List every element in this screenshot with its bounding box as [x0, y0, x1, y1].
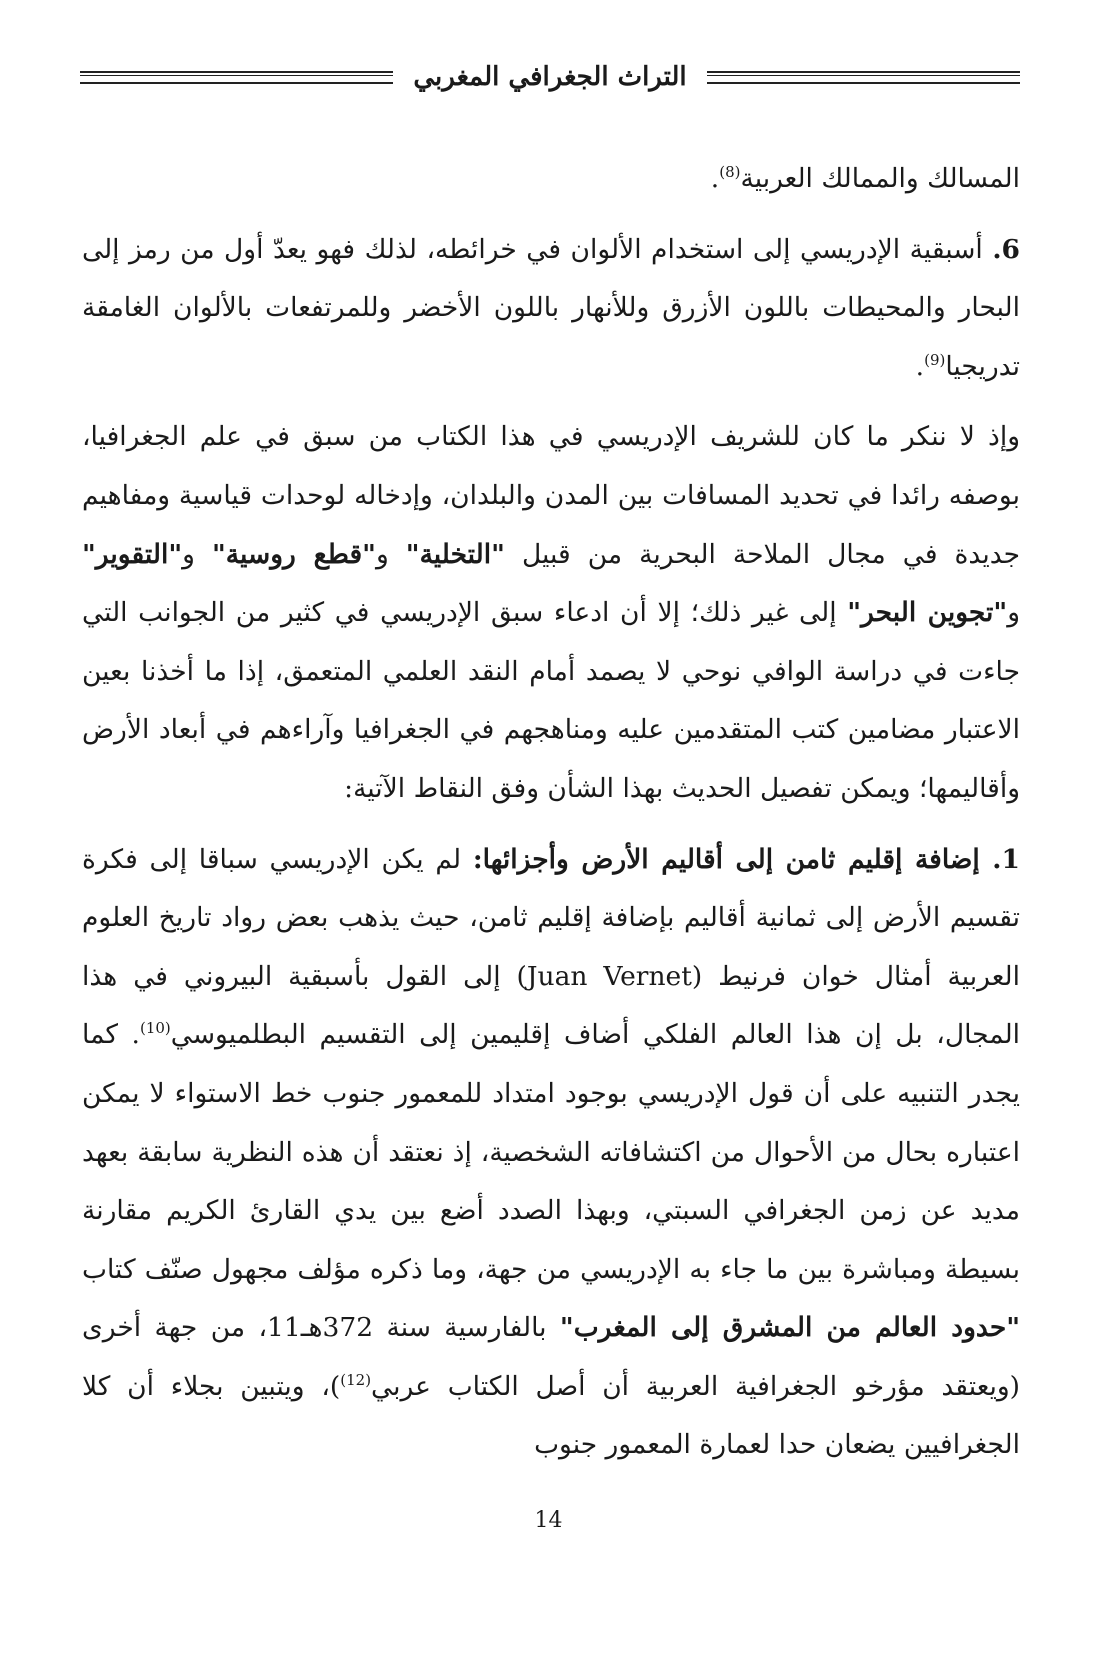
header-rule-left	[80, 71, 393, 84]
book-title: "حدود العالم من المشرق إلى المغرب"	[559, 1312, 1021, 1344]
paragraph-text: لم يكن الإدريسي سباقا إلى فكرة تقسيم الأرض إلى ثمانية أقاليم بإضافة إقليم ثامن، حيث يذهب بعض رواد تاريخ العلوم العربية أمثال خوان فرنيط	[82, 843, 1020, 992]
paragraph-text: )، ويتبين بجلاء أن كلا الجغرافيين يضعان حدا لعمارة المعمور جنوب	[82, 1370, 1020, 1461]
paragraph-1	[82, 150, 1020, 209]
paragraph-3	[82, 408, 1020, 818]
latin-name: (Juan Vernet)	[516, 960, 703, 992]
paragraph-text: بالفارسية سنة 372هـ	[300, 1312, 560, 1344]
section-heading: 1. إضافة إقليم ثامن إلى أقاليم الأرض وأجزائها:	[472, 843, 1020, 875]
page-number: 14	[534, 1508, 563, 1533]
paragraph-2	[82, 221, 1020, 397]
page-body	[82, 150, 1020, 1475]
paragraph-text: إلى القول بأسبقية البيروني في هذا المجال، بل إن هذا العالم الفلكي أضاف إقليمين إلى التقسيم البطلميوسي	[82, 960, 1021, 1051]
list-number: 6.	[992, 233, 1020, 265]
running-title: التراث الجغرافي المغربي	[413, 62, 687, 92]
footnote-ref: (9)	[924, 350, 946, 369]
footnote-ref: (12)	[340, 1371, 372, 1390]
bold-term: "قطع روسية"	[211, 538, 376, 570]
footnote-ref: (8)	[719, 163, 741, 182]
paragraph-text: المسالك والممالك العربية	[740, 163, 1020, 194]
paragraph-text: وإذ لا ننكر ما كان للشريف الإدريسي في هذا الكتاب من سبق في علم الجغرافيا، بوصفه رائدا في تحديد المسافات بين المدن والبلدان، وإدخاله لوحدات قياسية ومفاهيم جديدة في مجال الملاحة البحرية من قبيل	[82, 421, 1021, 570]
conjunction: و	[375, 538, 406, 570]
header-rule-right	[707, 71, 1020, 84]
footnote-ref: (10)	[139, 1019, 171, 1038]
paragraph-text: أسبقية الإدريسي إلى استخدام الألوان في خرائطه، لذلك فهو يعدّ أول من رمز إلى البحار والمحيطات باللون الأزرق وللأنهار باللون الأخضر وللمرتفعات بالألوان الغامقة تدريجيا	[82, 233, 1020, 382]
conjunction: و	[182, 538, 212, 570]
running-header	[80, 52, 1020, 102]
paragraph-tail: .	[915, 350, 925, 382]
paragraph-tail: .	[710, 163, 720, 194]
paragraph-4	[82, 831, 1020, 1476]
paragraph-text: إلى غير ذلك؛ إلا أن ادعاء سبق الإدريسي في كثير من الجوانب التي جاءت في دراسة الوافي نوحي لا يصمد أمام النقد العلمي المتعمق، إذا ما أخذنا بعين الاعتبار مضامين كتب المتقدمين عليه ومناهجهم في الجغرافيا وآراءهم في أبعاد الأرض وأقاليمها؛ ويمكن تفصيل الحديث بهذا الشأن وفق النقاط الآتية:	[82, 597, 1020, 804]
paragraph-text: . كما يجدر التنبيه على أن قول الإدريسي بوجود امتداد للمعمور جنوب خط الاستواء لا يمكن اعتباره بحال من الأحوال من اكتشافاته الشخصية، إذ نعتقد أن هذه النظرية سابقة بعهد مديد عن زمن الجغرافي السبتي، وبهذا الصدد أضع بين يدي القارئ الكريم مقارنة بسيطة ومباشرة بين ما جاء به الإدريسي من جهة، وما ذكره مؤلف مجهول صنّف كتاب	[82, 1019, 1020, 1285]
conjunction: و	[1007, 597, 1020, 629]
bold-term: "التقوير"	[82, 538, 183, 570]
paragraph-text: ، من جهة أخرى (ويعتقد مؤرخو الجغرافية العربية أن أصل الكتاب عربي	[82, 1312, 1020, 1402]
bold-term: "التخلية"	[405, 538, 505, 570]
footnote-ref: 11	[267, 1312, 301, 1344]
bold-term: "تجوين البحر"	[847, 597, 1008, 629]
